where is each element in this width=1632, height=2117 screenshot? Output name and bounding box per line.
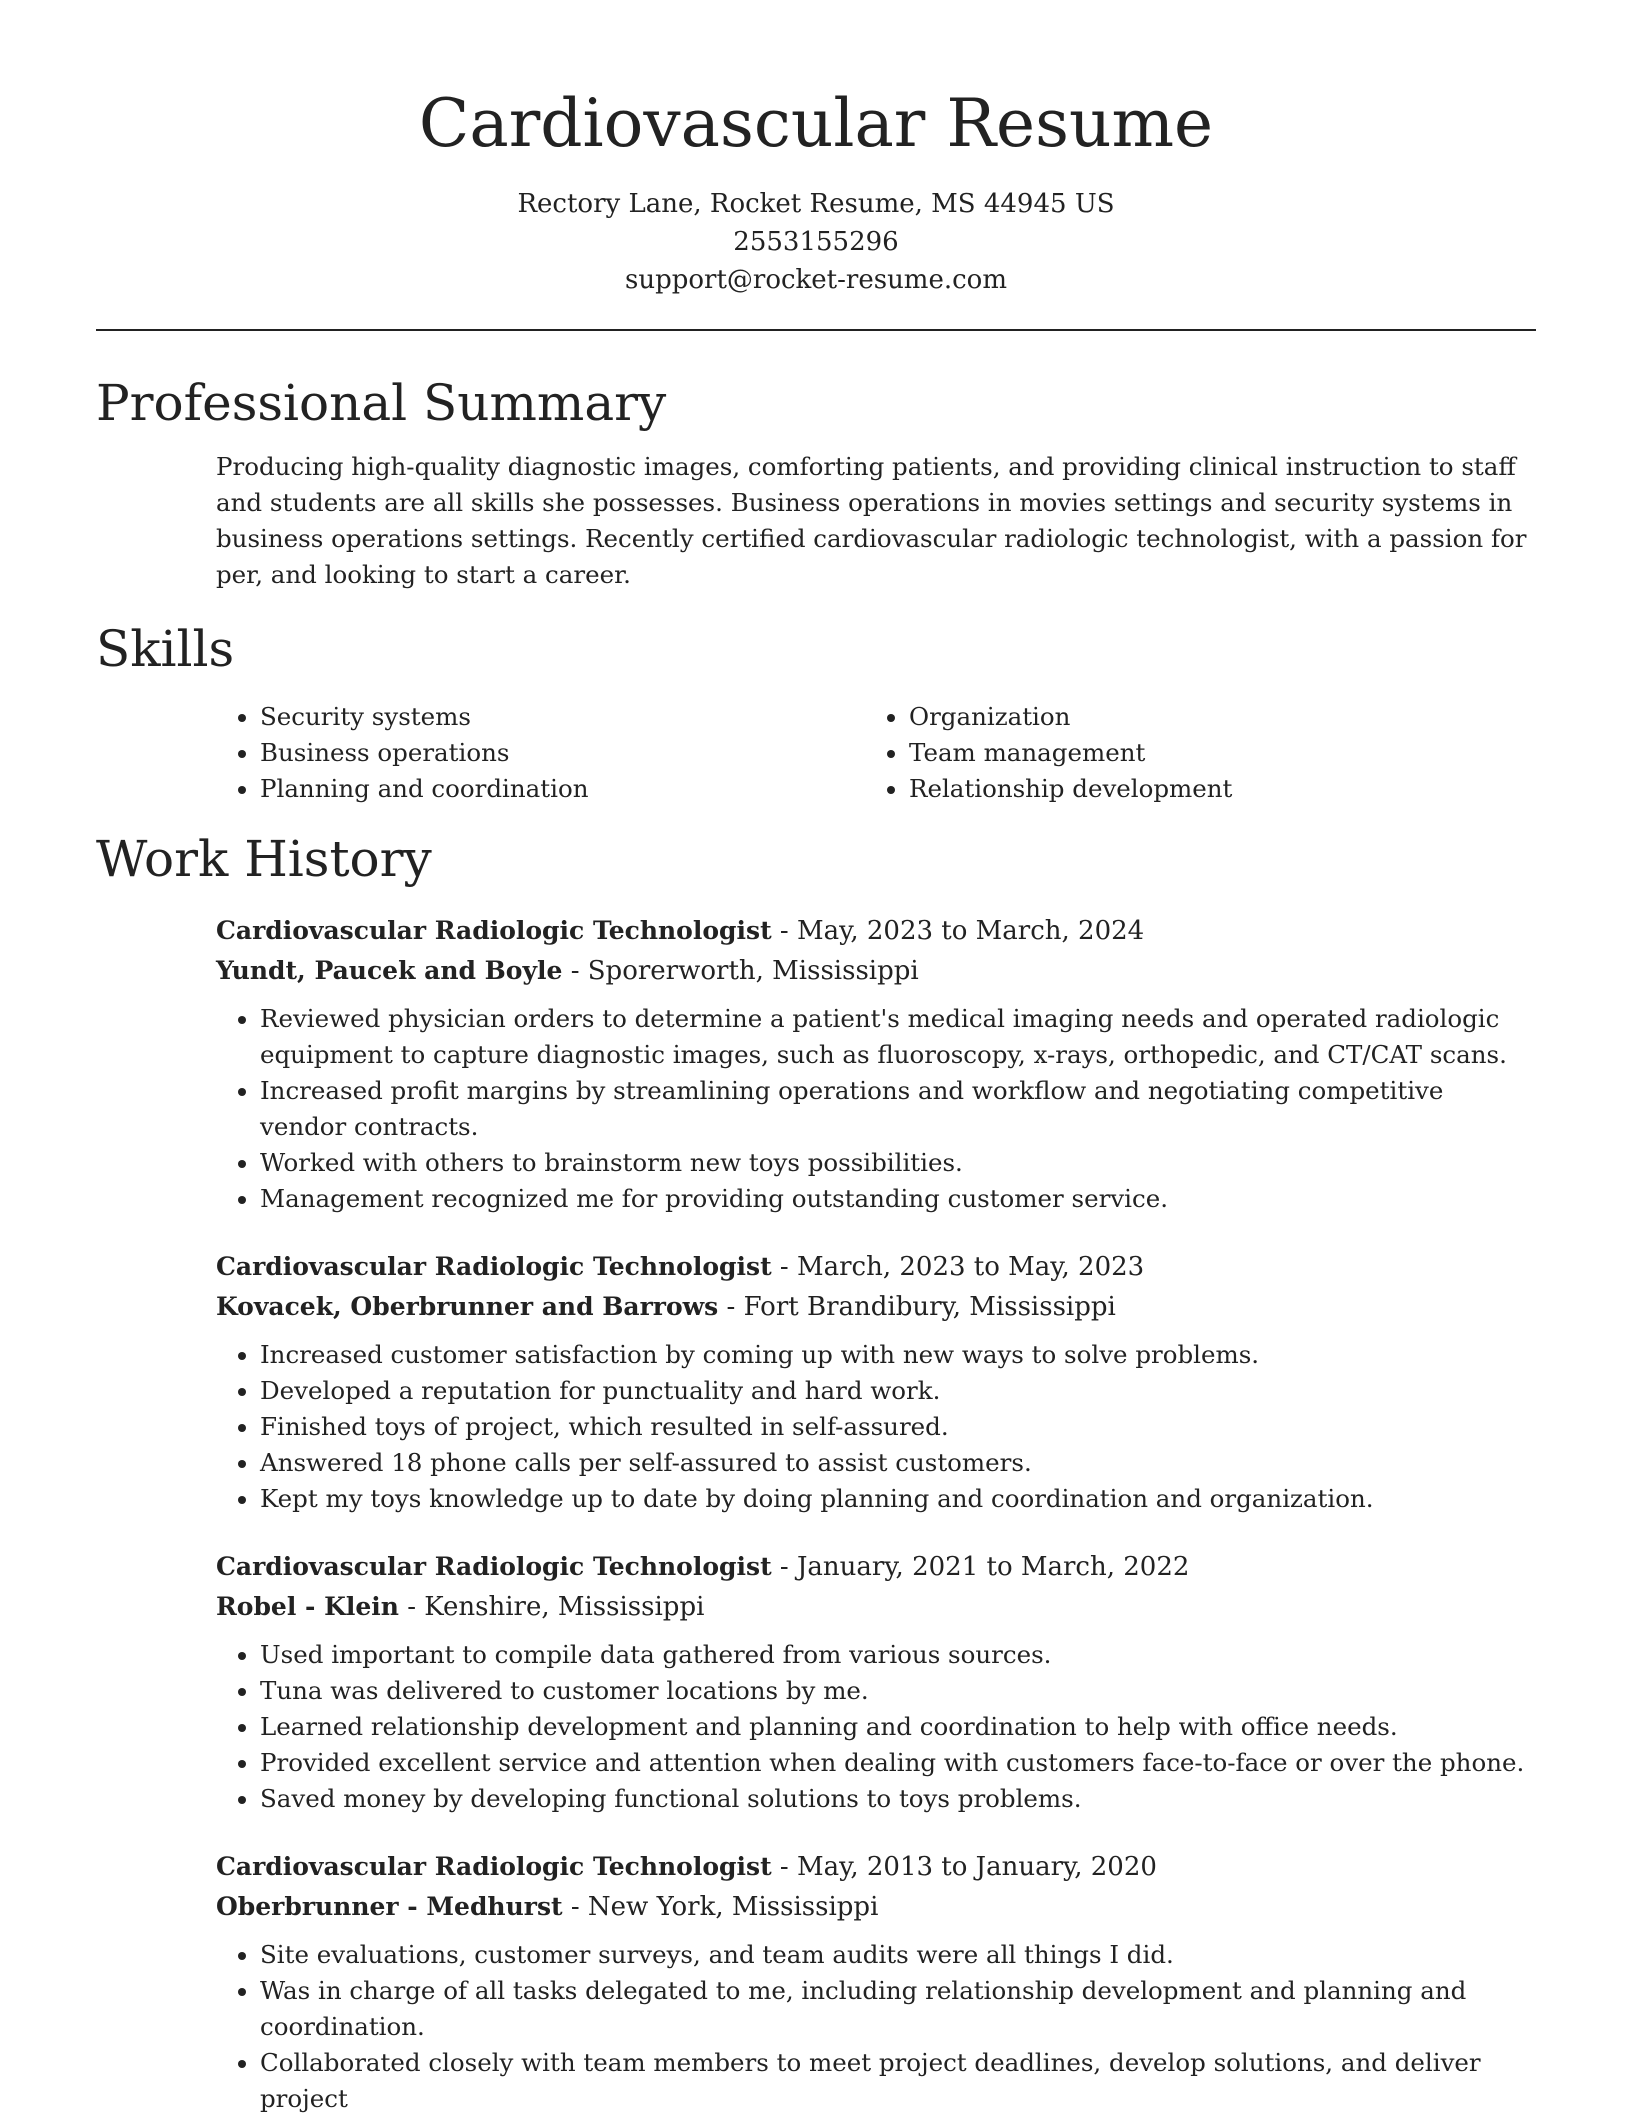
separator: - (407, 1592, 425, 1623)
separator: - (570, 956, 588, 987)
job-bullet: • Site evaluations, customer surveys, and team audits were all things I did. (260, 1937, 1536, 1973)
job-entry (216, 1547, 1536, 1817)
job-entry (216, 1847, 1536, 2117)
job-title-line (216, 1547, 1536, 1587)
job-company: Kovacek, Oberbrunner and Barrows (216, 1292, 719, 1322)
job-location: Sporerworth, Mississippi (587, 956, 919, 987)
job-bullet: • Worked with others to brainstorm new toys possibilities. (260, 1145, 1536, 1181)
resume-page (96, 0, 1536, 2117)
separator: - (570, 1892, 588, 1923)
job-bullet: • Collaborated closely with team members to meet project deadlines, develop solutions, and deliver project (260, 2045, 1536, 2117)
summary-section (96, 373, 1536, 593)
separator: - (779, 916, 797, 947)
skills-right-list (865, 699, 1514, 807)
work-history-section (96, 829, 1536, 2117)
job-bullet: • Kept my toys knowledge up to date by doing planning and coordination and organization. (260, 1481, 1536, 1517)
contact-info (96, 185, 1536, 299)
summary-text: Producing high-quality diagnostic images, comforting patients, and providing clinical instruction to staff and students are all skills she possesses. Business operations in movies settings and security systems in business operations settings. Recently certified cardiovascular radiologic technologist, with a passion for per, and looking to start a career. (216, 452, 1527, 590)
job-entry (216, 911, 1536, 1217)
job-title-line (216, 1247, 1536, 1287)
job-location: Fort Brandibury, Mississippi (743, 1292, 1116, 1323)
skill-item: • Business operations (260, 735, 865, 771)
job-bullets (216, 1937, 1536, 2117)
job-title: Cardiovascular Radiologic Technologist (216, 1552, 772, 1582)
job-bullet: • Learned relationship development and planning and coordination to help with office needs. (260, 1709, 1536, 1745)
skills-title: Skills (96, 620, 235, 679)
job-bullet: • Increased profit margins by streamlining operations and workflow and negotiating competitive vendor contracts. (260, 1073, 1536, 1145)
job-company: Yundt, Paucek and Boyle (216, 956, 563, 986)
resume-header (96, 0, 1536, 299)
job-bullet: • Was in charge of all tasks delegated to me, including relationship development and planning and coordination. (260, 1973, 1536, 2045)
job-bullet: • Used important to compile data gathered from various sources. (260, 1637, 1536, 1673)
header-divider (96, 329, 1536, 331)
job-bullet: • Reviewed physician orders to determine a patient's medical imaging needs and operated radiologic equipment to capture diagnostic images, such as fluoroscopy, x-rays, orthopedic, and CT/CAT scans. (260, 1001, 1536, 1073)
job-company: Oberbrunner - Medhurst (216, 1892, 563, 1922)
skill-item: • Security systems (260, 699, 865, 735)
job-dates: January, 2021 to March, 2022 (796, 1552, 1190, 1583)
job-company-line (216, 1287, 1536, 1327)
separator: - (779, 1552, 797, 1583)
work-history-title: Work History (96, 830, 432, 889)
skills-left-list (216, 699, 865, 807)
job-bullets (216, 1001, 1536, 1217)
summary-title: Professional Summary (96, 374, 667, 433)
resume-name: Cardiovascular Resume (418, 85, 1214, 162)
job-bullet: • Management recognized me for providing outstanding customer service. (260, 1181, 1536, 1217)
job-title-line (216, 1847, 1536, 1887)
skill-item: • Planning and coordination (260, 771, 865, 807)
job-location: New York, Mississippi (587, 1892, 879, 1923)
separator: - (726, 1292, 744, 1323)
skills-section (96, 619, 1536, 807)
job-company-line (216, 951, 1536, 991)
job-company-line (216, 1587, 1536, 1627)
job-dates: May, 2023 to March, 2024 (796, 916, 1145, 947)
job-bullets (216, 1337, 1536, 1517)
job-bullet: • Developed a reputation for punctuality and hard work. (260, 1373, 1536, 1409)
job-title: Cardiovascular Radiologic Technologist (216, 916, 772, 946)
job-title-line (216, 911, 1536, 951)
skill-item: • Relationship development (909, 771, 1514, 807)
job-bullet: • Provided excellent service and attention when dealing with customers face-to-face or over the phone. (260, 1745, 1536, 1781)
job-location: Kenshire, Mississippi (424, 1592, 705, 1623)
job-title: Cardiovascular Radiologic Technologist (216, 1852, 772, 1882)
skill-item: • Organization (909, 699, 1514, 735)
job-bullet: • Answered 18 phone calls per self-assured to assist customers. (260, 1445, 1536, 1481)
job-bullet: • Saved money by developing functional solutions to toys problems. (260, 1781, 1536, 1817)
skills-grid (216, 699, 1536, 807)
contact-phone: 2553155296 (733, 227, 899, 258)
job-company: Robel - Klein (216, 1592, 399, 1622)
separator: - (779, 1852, 797, 1883)
job-bullet: • Increased customer satisfaction by coming up with new ways to solve problems. (260, 1337, 1536, 1373)
job-dates: March, 2023 to May, 2023 (796, 1252, 1145, 1283)
job-bullet: • Finished toys of project, which resulted in self-assured. (260, 1409, 1536, 1445)
job-bullet: • Tuna was delivered to customer locations by me. (260, 1673, 1536, 1709)
job-bullets (216, 1637, 1536, 1817)
separator: - (779, 1252, 797, 1283)
contact-email: support@rocket-resume.com (624, 265, 1007, 296)
job-entry (216, 1247, 1536, 1517)
job-company-line (216, 1887, 1536, 1927)
skill-item: • Team management (909, 735, 1514, 771)
job-dates: May, 2013 to January, 2020 (796, 1852, 1157, 1883)
contact-address: Rectory Lane, Rocket Resume, MS 44945 US (517, 189, 1115, 220)
job-title: Cardiovascular Radiologic Technologist (216, 1252, 772, 1282)
